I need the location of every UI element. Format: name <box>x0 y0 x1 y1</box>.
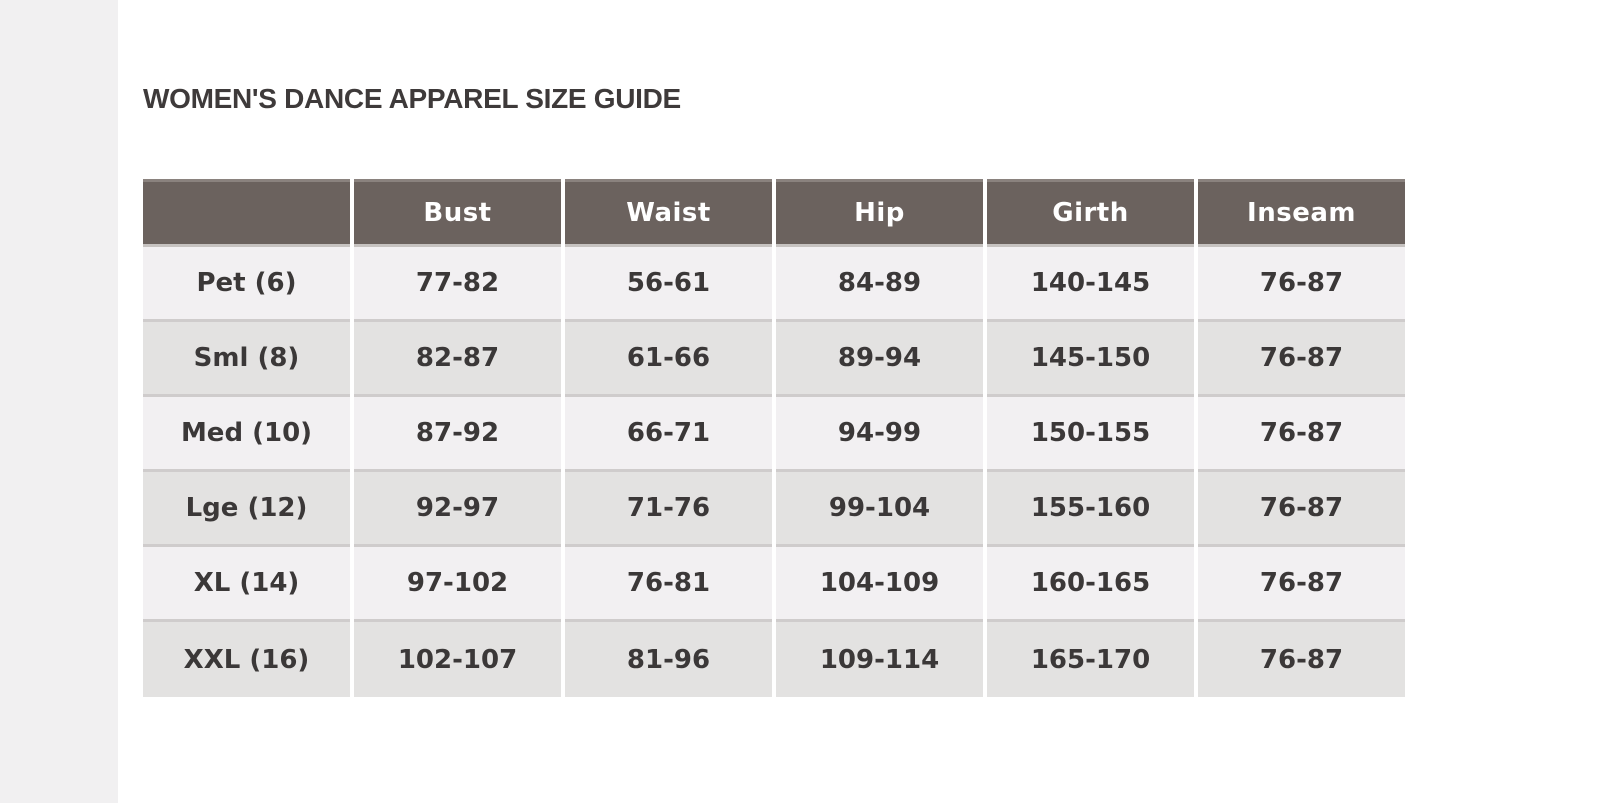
header-cell-hip: Hip <box>776 179 983 247</box>
hip-value: 99-104 <box>776 472 983 547</box>
waist-value: 56-61 <box>565 247 772 322</box>
waist-value: 61-66 <box>565 322 772 397</box>
size-label: XL (14) <box>143 547 350 622</box>
page-title: WOMEN'S DANCE APPAREL SIZE GUIDE <box>143 83 681 114</box>
table-row <box>143 472 1405 547</box>
table-body <box>143 247 1405 697</box>
table-row <box>143 622 1405 697</box>
hip-value: 104-109 <box>776 547 983 622</box>
table-row <box>143 247 1405 322</box>
bust-value: 82-87 <box>354 322 561 397</box>
header-cell-girth: Girth <box>987 179 1194 247</box>
inseam-value: 76-87 <box>1198 547 1405 622</box>
bust-value: 92-97 <box>354 472 561 547</box>
header-cell-waist: Waist <box>565 179 772 247</box>
waist-value: 66-71 <box>565 397 772 472</box>
table-row <box>143 547 1405 622</box>
size-label: XXL (16) <box>143 622 350 697</box>
waist-value: 81-96 <box>565 622 772 697</box>
girth-value: 150-155 <box>987 397 1194 472</box>
left-margin-strip <box>0 0 118 803</box>
header-row <box>143 179 1405 247</box>
girth-value: 145-150 <box>987 322 1194 397</box>
header-cell-blank <box>143 179 350 247</box>
table-row <box>143 322 1405 397</box>
bust-value: 87-92 <box>354 397 561 472</box>
header-cell-bust: Bust <box>354 179 561 247</box>
size-label: Pet (6) <box>143 247 350 322</box>
size-guide-table <box>139 179 1409 697</box>
bust-value: 102-107 <box>354 622 561 697</box>
size-label: Sml (8) <box>143 322 350 397</box>
hip-value: 84-89 <box>776 247 983 322</box>
waist-value: 71-76 <box>565 472 772 547</box>
inseam-value: 76-87 <box>1198 322 1405 397</box>
waist-value: 76-81 <box>565 547 772 622</box>
girth-value: 160-165 <box>987 547 1194 622</box>
inseam-value: 76-87 <box>1198 397 1405 472</box>
inseam-value: 76-87 <box>1198 247 1405 322</box>
inseam-value: 76-87 <box>1198 622 1405 697</box>
hip-value: 89-94 <box>776 322 983 397</box>
hip-value: 94-99 <box>776 397 983 472</box>
girth-value: 165-170 <box>987 622 1194 697</box>
bust-value: 77-82 <box>354 247 561 322</box>
header-cell-inseam: Inseam <box>1198 179 1405 247</box>
size-label: Med (10) <box>143 397 350 472</box>
table-row <box>143 397 1405 472</box>
bust-value: 97-102 <box>354 547 561 622</box>
girth-value: 140-145 <box>987 247 1194 322</box>
table-header <box>143 179 1405 247</box>
inseam-value: 76-87 <box>1198 472 1405 547</box>
size-label: Lge (12) <box>143 472 350 547</box>
girth-value: 155-160 <box>987 472 1194 547</box>
hip-value: 109-114 <box>776 622 983 697</box>
